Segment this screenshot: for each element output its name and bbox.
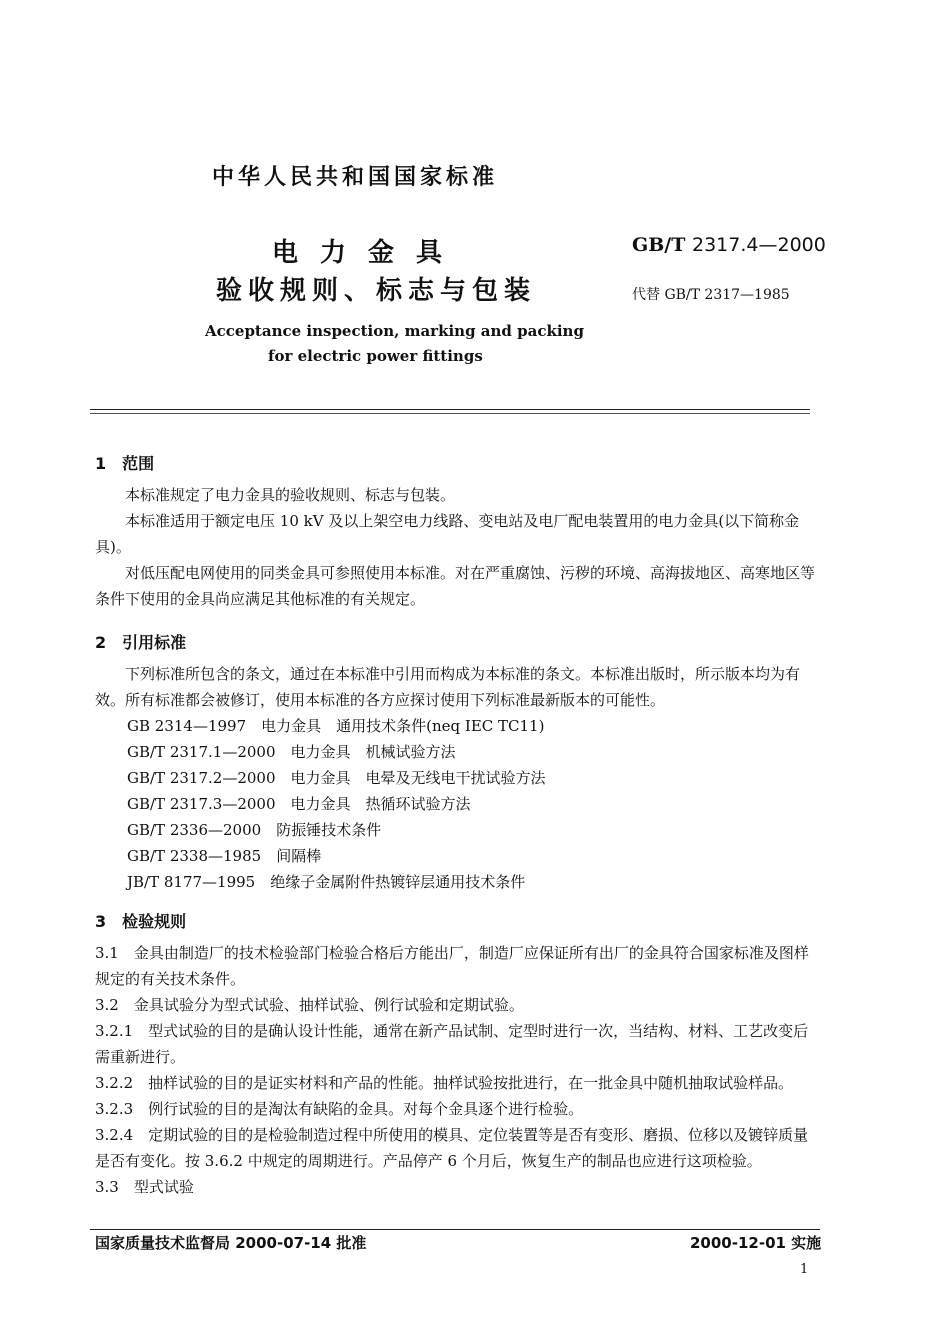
title-en-line2: for electric power fittings bbox=[268, 347, 483, 365]
reference-code: GB/T 2317.1—2000 bbox=[127, 743, 276, 761]
reference-title: 电力金具 热循环试验方法 bbox=[290, 795, 471, 813]
section1-heading: 1 范围 bbox=[95, 454, 155, 473]
reference-title: 电力金具 机械试验方法 bbox=[290, 743, 456, 761]
reference-code: JB/T 8177—1995 bbox=[127, 873, 256, 891]
section2-paragraph: 下列标准所包含的条文，通过在本标准中引用而构成为本标准的条文。本标准出版时，所示版本均为有效。所有标准都会被修订，使用本标准的各方应探讨使用下列标准最新版本的可能性。 bbox=[95, 665, 801, 709]
clause-3-2-1: 3.2.1 型式试验的目的是确认设计性能，通常在新产品试制、定型时进行一次，当结构、材料、工艺改变后需重新进行。 bbox=[95, 1022, 809, 1066]
section3-heading: 3 检验规则 bbox=[95, 912, 187, 931]
section2-heading: 2 引用标准 bbox=[95, 633, 187, 652]
standard-number bbox=[632, 234, 826, 256]
section1-body bbox=[95, 482, 820, 612]
reference-item bbox=[127, 713, 546, 739]
section1-paragraph: 本标准规定了电力金具的验收规则、标志与包装。 bbox=[125, 486, 456, 504]
reference-item bbox=[127, 817, 546, 843]
reference-title: 电力金具 电晕及无线电干扰试验方法 bbox=[290, 769, 546, 787]
standard-code: 2317.4—2000 bbox=[692, 234, 826, 256]
national-standard-heading: 中华人民共和国国家标准 bbox=[212, 165, 499, 190]
reference-item bbox=[127, 765, 546, 791]
clause-3-2-3: 3.2.3 例行试验的目的是淘汰有缺陷的金具。对每个金具逐个进行检验。 bbox=[95, 1100, 584, 1118]
section1-paragraph: 对低压配电网使用的同类金具可参照使用本标准。对在严重腐蚀、污秽的环境、高海拔地区、高寒地区等条件下使用的金具尚应满足其他标准的有关规定。 bbox=[95, 564, 816, 608]
reference-list bbox=[127, 713, 546, 895]
title-cn-line2: 验收规则、标志与包装 bbox=[216, 276, 537, 306]
reference-code: GB/T 2317.2—2000 bbox=[127, 769, 276, 787]
reference-item bbox=[127, 843, 546, 869]
reference-item bbox=[127, 869, 546, 895]
section1-paragraph: 本标准适用于额定电压 10 kV 及以上架空电力线路、变电站及电厂配电装置用的电力金具(以下简称金具)。 bbox=[95, 512, 800, 556]
clause-3-2-4: 3.2.4 定期试验的目的是检验制造过程中所使用的模具、定位装置等是否有变形、磨损、位移以及镀锌质量是否有变化。按 3.6.2 中规定的周期进行。产品停产 6 个月后，恢复生产的制品也应进行这项检验。 bbox=[95, 1126, 809, 1170]
page-number: 1 bbox=[800, 1262, 809, 1277]
reference-title: 电力金具 通用技术条件(neq IEC TC11) bbox=[261, 717, 545, 735]
reference-item bbox=[127, 791, 546, 817]
header-divider bbox=[90, 409, 810, 410]
title-cn-line1: 电力金具 bbox=[272, 238, 465, 268]
reference-code: GB/T 2338—1985 bbox=[127, 847, 262, 865]
header-divider-thin bbox=[90, 413, 810, 414]
reference-code: GB/T 2317.3—2000 bbox=[127, 795, 276, 813]
implementation-date: 2000-12-01 实施 bbox=[690, 1234, 822, 1252]
reference-code: GB 2314—1997 bbox=[127, 717, 247, 735]
standard-prefix: GB/T bbox=[632, 234, 686, 256]
clause-3-3: 3.3 型式试验 bbox=[95, 1178, 194, 1196]
replaces-standard: 代替 GB/T 2317—1985 bbox=[632, 287, 790, 303]
section3-body bbox=[95, 940, 820, 1200]
reference-title: 绝缘子金属附件热镀锌层通用技术条件 bbox=[270, 873, 526, 891]
reference-item bbox=[127, 739, 546, 765]
clause-3-2-2: 3.2.2 抽样试验的目的是证实材料和产品的性能。抽样试验按批进行，在一批金具中随机抽取试验样品。 bbox=[95, 1074, 794, 1092]
footer-divider bbox=[90, 1229, 820, 1230]
clause-3-1: 3.1 金具由制造厂的技术检验部门检验合格后方能出厂，制造厂应保证所有出厂的金具符合国家标准及图样规定的有关技术条件。 bbox=[95, 944, 809, 988]
title-en-line1: Acceptance inspection, marking and packing bbox=[205, 322, 584, 340]
approval-line: 国家质量技术监督局 2000-07-14 批准 bbox=[95, 1234, 367, 1252]
reference-title: 间隔棒 bbox=[276, 847, 322, 865]
section2-body bbox=[95, 661, 820, 713]
clause-3-2: 3.2 金具试验分为型式试验、抽样试验、例行试验和定期试验。 bbox=[95, 996, 524, 1014]
reference-title: 防振锤技术条件 bbox=[276, 821, 382, 839]
reference-code: GB/T 2336—2000 bbox=[127, 821, 262, 839]
